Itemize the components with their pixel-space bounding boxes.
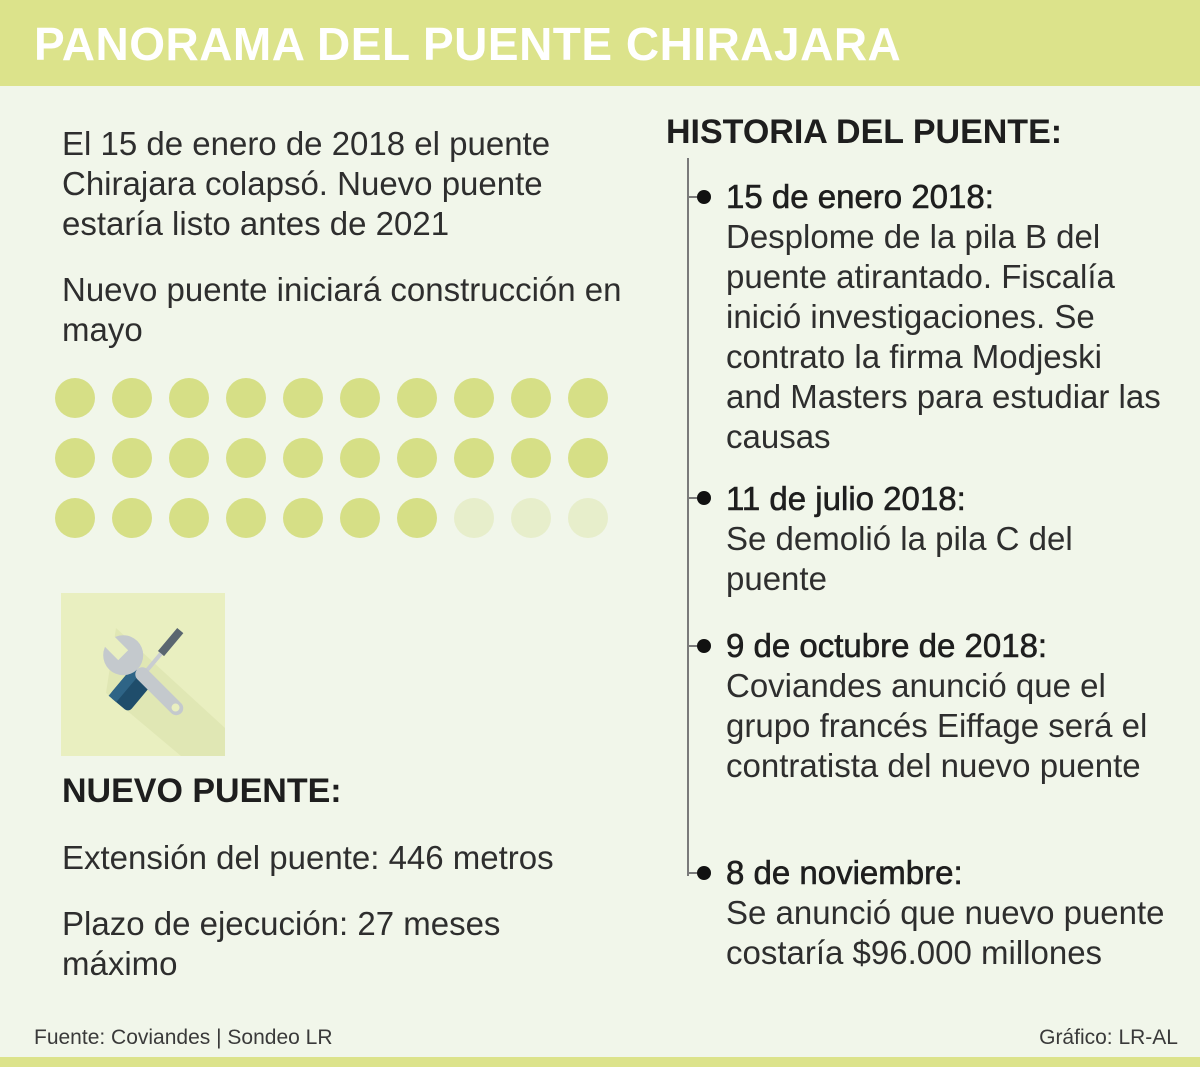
filled-dot <box>397 498 437 538</box>
filled-dot <box>340 378 380 418</box>
filled-dot <box>226 378 266 418</box>
timeline-line <box>687 158 689 876</box>
filled-dot <box>283 378 323 418</box>
timeline-bullet <box>697 639 711 653</box>
timeline-event <box>726 626 1166 786</box>
timeline-event <box>726 177 1166 457</box>
filled-dot <box>55 498 95 538</box>
filled-dot <box>454 378 494 418</box>
tool-icon-box <box>61 593 225 756</box>
filled-dot <box>340 438 380 478</box>
timeline-bullet <box>697 491 711 505</box>
empty-dot <box>511 498 551 538</box>
timeline-bullet <box>697 190 711 204</box>
event-date: 9 de octubre de 2018: <box>726 627 1048 664</box>
filled-dot <box>226 438 266 478</box>
bridge-extension: Extensión del puente: 446 metros <box>62 839 554 876</box>
progress-dot-grid <box>55 378 608 538</box>
intro-paragraph-2: Nuevo puente iniciará construcción en mayo <box>62 271 622 348</box>
timeline-event <box>726 479 1166 599</box>
event-date: 15 de enero 2018: <box>726 178 994 215</box>
event-description: Coviandes anunció que el grupo francés Eiffage será el contratista del nuevo puente <box>726 667 1148 784</box>
filled-dot <box>283 498 323 538</box>
timeline-tick <box>687 872 697 874</box>
filled-dot <box>340 498 380 538</box>
filled-dot <box>226 498 266 538</box>
filled-dot <box>55 438 95 478</box>
intro-paragraph-1: El 15 de enero de 2018 el puente Chirajara colapsó. Nuevo puente estaría listo antes de 2021 <box>62 125 551 242</box>
event-description: Se demolió la pila C del puente <box>726 520 1073 597</box>
filled-dot <box>511 378 551 418</box>
event-date: 11 de julio 2018: <box>726 480 966 517</box>
filled-dot <box>112 438 152 478</box>
filled-dot <box>568 378 608 418</box>
timeline-tick <box>687 645 697 647</box>
filled-dot <box>55 378 95 418</box>
empty-dot <box>454 498 494 538</box>
empty-dot <box>568 498 608 538</box>
event-description: Se anunció que nuevo puente costaría $96.000 millones <box>726 894 1165 971</box>
historia-title: HISTORIA DEL PUENTE: <box>666 113 1063 151</box>
page-title: PANORAMA DEL PUENTE CHIRAJARA <box>34 18 902 70</box>
filled-dot <box>397 378 437 418</box>
filled-dot <box>169 378 209 418</box>
filled-dot <box>454 438 494 478</box>
filled-dot <box>568 438 608 478</box>
bottom-bar <box>0 1057 1200 1067</box>
timeline-event <box>726 853 1166 973</box>
filled-dot <box>397 438 437 478</box>
nuevo-puente-title: NUEVO PUENTE: <box>62 772 342 810</box>
event-date: 8 de noviembre: <box>726 854 963 891</box>
filled-dot <box>169 438 209 478</box>
filled-dot <box>112 378 152 418</box>
filled-dot <box>169 498 209 538</box>
source-credit: Fuente: Coviandes | Sondeo LR <box>34 1026 333 1049</box>
graphic-credit: Gráfico: LR-AL <box>1039 1026 1178 1049</box>
timeline-tick <box>687 497 697 499</box>
event-description: Desplome de la pila B del puente atirantado. Fiscalía inició investigaciones. Se contrato la firma Modjeski and Masters para estudiar las causas <box>726 218 1161 455</box>
wrench-screwdriver-icon <box>61 593 225 756</box>
filled-dot <box>112 498 152 538</box>
filled-dot <box>511 438 551 478</box>
timeline-bullet <box>697 866 711 880</box>
timeline-tick <box>687 196 697 198</box>
filled-dot <box>283 438 323 478</box>
execution-term: Plazo de ejecución: 27 meses máximo <box>62 905 501 982</box>
header-bar <box>0 0 1200 86</box>
